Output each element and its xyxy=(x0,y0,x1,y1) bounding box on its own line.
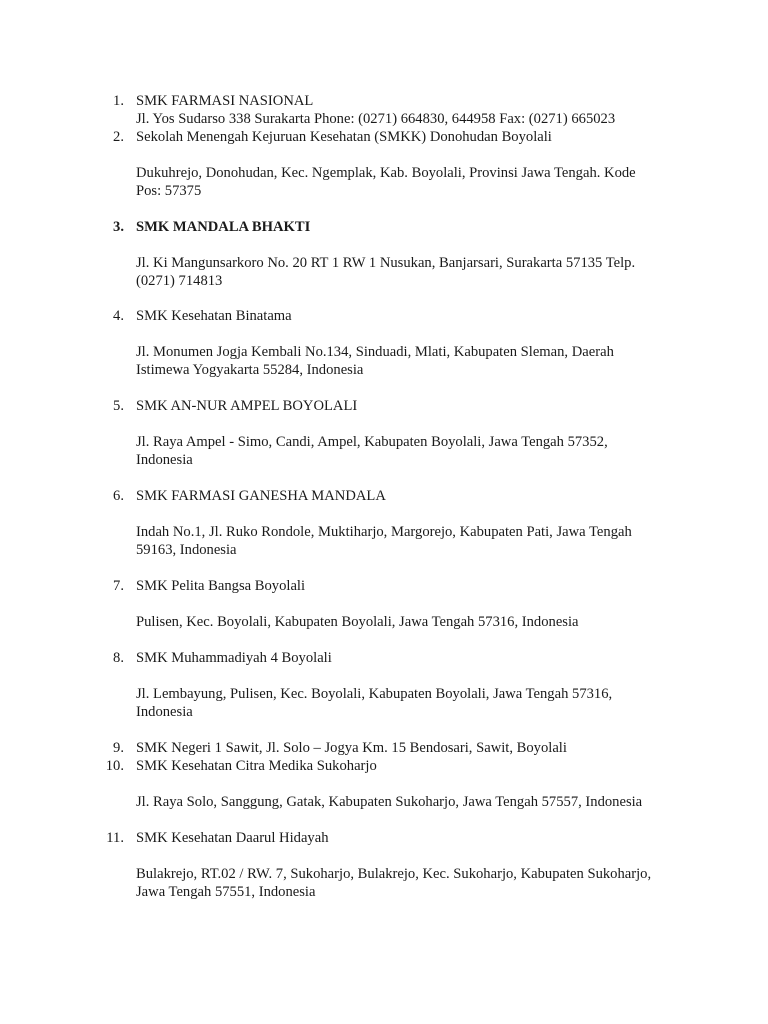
item-number: 6. xyxy=(113,488,124,504)
school-name: SMK Negeri 1 Sawit, Jl. Solo – Jogya Km. 15 Bendosari, Sawit, Boyolali xyxy=(136,740,567,756)
item-number: 5. xyxy=(113,398,124,414)
item-number: 4. xyxy=(113,308,124,324)
school-name: SMK AN-NUR AMPEL BOYOLALI xyxy=(136,398,358,414)
school-name: Sekolah Menengah Kejuruan Kesehatan (SMKK) Donohudan Boyolali xyxy=(136,129,552,145)
school-name: SMK Kesehatan Daarul Hidayah xyxy=(136,830,329,846)
school-name: SMK Kesehatan Citra Medika Sukoharjo xyxy=(136,758,377,774)
item-number: 7. xyxy=(113,578,124,594)
item-number: 1. xyxy=(113,93,124,109)
item-number: 9. xyxy=(113,740,124,756)
school-name: SMK Kesehatan Binatama xyxy=(136,308,292,324)
school-name: SMK Pelita Bangsa Boyolali xyxy=(136,578,306,594)
item-number: 2. xyxy=(113,129,124,145)
item-number: 10. xyxy=(105,758,124,774)
school-name: SMK MANDALA BHAKTI xyxy=(136,219,311,235)
school-name: SMK Muhammadiyah 4 Boyolali xyxy=(136,650,332,666)
school-name: SMK FARMASI GANESHA MANDALA xyxy=(136,488,386,504)
item-number: 8. xyxy=(113,650,124,666)
school-name: SMK FARMASI NASIONAL xyxy=(136,93,314,109)
document-page: 1. SMK FARMASI NASIONAL Jl. Yos Sudarso 338 Surakarta Phone: (0271) 664830, 644958 Fax: (0271) 665023 2. Sekolah Menengah Kejuruan Kesehatan (SMKK) Donohudan Boyolali Dukuhrejo, Donohudan, Kec. Ngemplak, Kab. Boyolali, Provinsi Jawa Tengah. Kode Pos: 57375 3. SMK MANDALA BHAKTI Jl. Ki Mangunsarkoro No. 20 RT 1 RW 1 Nusukan, Banjarsari, Surakarta 57135 Telp. (0271) 714813 4. SMK Kesehatan Binatama Jl. Monumen Jogja Kembali No.134, Sinduadi, Mlati, Kabupaten Sleman, Daerah Istimewa Yogyakarta 55284, Indonesia 5. SMK AN-NUR AMPEL BOYOLALI Jl. Raya Ampel - Simo, Candi, Ampel, Kabupaten Boyolali, Jawa Tengah 57352, Indonesia 6. SMK FARMASI GANESHA MANDALA Indah No.1, Jl. Ruko Rondole, Muktiharjo, Margorejo, Kabupaten Pati, Jawa Tengah 59163, Indonesia 7. SMK Pelita Bangsa Boyolali Pulisen, Kec. Boyolali, Kabupaten Boyolali, Jawa Tengah 57316, Indonesia 8. SMK Muhammadiyah 4 Boyolali Jl. Lembayung, Pulisen, Kec. Boyolali, Kabupaten Boyolali, Jawa Tengah 57316, Indonesia 9. SMK Negeri 1 Sawit, Jl. Solo – Jogya Km. 15 Bendosari, Sawit, Boyolali 10. SMK Kesehatan Citra Medika Sukoharjo Jl. Raya Solo, Sanggung, Gatak, Kabupaten Sukoharjo, Jawa Tengah 57557, Indonesia 11. SMK Kesehatan Daarul Hidayah Bulakrejo, RT.02 / RW. 7, Sukoharjo, Bulakrejo, Kec. Sukoharjo, Kabupaten Sukoharjo, Jawa Tengah 57551, Indonesia xyxy=(0,0,768,1024)
item-number: 3. xyxy=(113,219,124,235)
item-number: 11. xyxy=(106,830,124,846)
